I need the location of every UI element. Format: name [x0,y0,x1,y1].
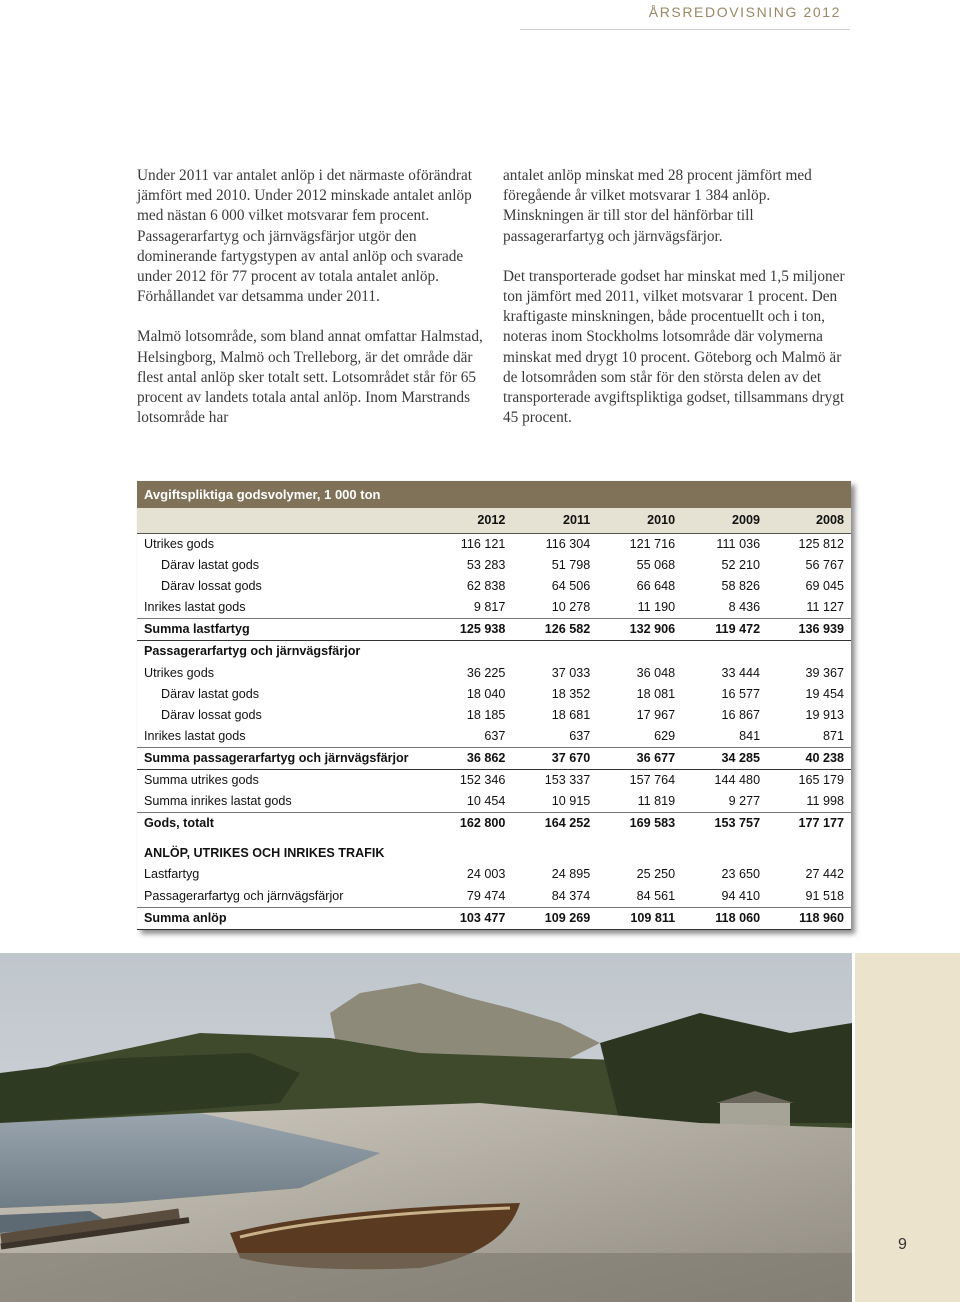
freight-volume-table [137,481,851,930]
table-cell: 118 960 [799,910,844,925]
table-cell: 19 454 [805,686,844,701]
table-cell: 11 819 [637,794,676,809]
table-cell: 118 060 [715,910,761,925]
table-cell: 36 677 [636,750,676,765]
table-cell: 51 798 [551,558,591,573]
table-row [137,576,851,597]
table-cell: 53 283 [466,558,506,573]
year-header: 2009 [732,513,761,527]
table-cell: 17 967 [636,707,676,722]
table-cell: 116 121 [460,537,506,551]
table-cell: 52 210 [721,558,761,573]
table-cell: 10 915 [551,794,591,809]
table-row [137,770,851,791]
table-cell: 79 474 [466,888,506,903]
table-cell: 37 670 [551,750,591,765]
table-cell: 18 040 [466,686,506,701]
table-cell [505,641,590,662]
row-label: Inrikes lastat gods [144,600,246,615]
table-row [137,843,851,864]
table-cell: 165 179 [798,773,844,788]
table-cell: 9 817 [473,600,506,615]
table-cell: 109 811 [630,910,676,925]
table-cell: 169 583 [629,816,676,831]
table-cell: 23 650 [721,867,761,882]
table-row [137,641,851,662]
paragraph: antalet anlöp minskat med 28 procent jämfört med föregående år vilket motsvarar 1 384 anlöp. Minskningen är till stor del hänförbar till passagerarfartyg och järnvägsfärjor. [503,167,812,245]
table-cell: 18 081 [636,686,676,701]
table-cell: 116 304 [545,537,591,551]
table-cell: 152 346 [459,773,506,788]
table-cell: 64 506 [551,579,591,594]
harbor-landscape-photo [0,953,852,1302]
table-cell [420,641,505,662]
table-cell: 164 252 [544,816,591,831]
table-cell: 84 374 [551,888,591,903]
table-cell: 119 472 [715,622,761,637]
table-row [137,597,851,619]
table-cell: 16 867 [721,707,761,722]
table-cell: 841 [739,728,761,743]
table-cell: 24 003 [466,867,506,882]
table-title: Avgiftspliktiga godsvolymer, 1 000 ton [137,481,851,508]
row-label: Passagerarfartyg och järnvägsfärjor [144,888,344,903]
table-cell: 132 906 [629,622,676,637]
table-row [137,684,851,705]
table-cell: 91 518 [805,888,844,903]
table-cell: 39 367 [805,665,844,680]
table-cell: 58 826 [721,579,761,594]
table-cell [505,843,590,864]
table-cell [590,843,675,864]
table-cell: 55 068 [636,558,676,573]
table-cell [760,843,851,864]
table-cell: 153 757 [714,816,761,831]
table-row [137,791,851,813]
row-label: Därav lossat gods [161,579,262,594]
table-cell: 25 250 [636,867,676,882]
table-cell: 62 838 [466,579,506,594]
table-cell: 56 767 [805,558,844,573]
table-cell: 629 [654,728,676,743]
table-cell: 36 862 [466,750,506,765]
table-cell: 125 938 [459,622,506,637]
table-cell: 126 582 [544,622,591,637]
table-row [137,908,851,930]
row-label: Utrikes gods [144,537,214,551]
table-cell: 19 913 [805,707,844,722]
row-label: Utrikes gods [144,665,214,680]
paragraph: Det transporterade godset har minskat med 1,5 miljoner ton jämfört med 2011, vilket motsvarar 1 procent. Den kraftigaste minskningen, både procentuellt och i ton, noteras inom Stockholms lotsområde där volymerna minskat med drygt 10 procent. Göteborg och Malmö är de lotsområden som står för den största delen av det transporterade avgiftspliktiga godset, tillsammans drygt 45 procent. [503,267,845,427]
table-row [137,619,851,641]
table-cell: 162 800 [459,816,506,831]
table-cell: 637 [569,728,591,743]
table-cell: 121 716 [629,537,676,551]
table-cell: 8 436 [728,600,761,615]
table-cell: 10 454 [466,794,506,809]
table-row [137,748,851,770]
table-cell [675,843,760,864]
row-label: Summa anlöp [144,910,227,925]
table-cell: 36 048 [636,665,676,680]
table-cell: 144 480 [714,773,761,788]
row-label: Summa inrikes lastat gods [144,794,292,809]
table-row [137,726,851,748]
table-cell: 34 285 [721,750,761,765]
table-cell: 18 681 [551,707,591,722]
text-column-left [137,166,491,448]
table-cell: 24 895 [551,867,591,882]
table-row [137,555,851,576]
row-label: Summa passagerarfartyg och järnvägsfärjor [144,750,409,765]
table-cell: 36 225 [466,665,506,680]
table-cell: 94 410 [721,888,761,903]
year-header: 2012 [477,513,506,527]
table-cell: 69 045 [805,579,844,594]
table-cell: 18 185 [466,707,506,722]
header-divider [520,29,850,30]
table-cell [760,641,851,662]
text-column-right [503,166,853,448]
table-cell: 11 127 [806,600,844,615]
table-row [137,864,851,885]
table-body [137,534,851,930]
table-cell: 18 352 [551,686,591,701]
decorative-side-strip [855,953,960,1302]
table-row [137,534,851,555]
paragraph: Malmö lotsområde, som bland annat omfattar Halmstad, Helsingborg, Malmö och Trelleborg, är det område där flest antal anlöp sker totalt sett. Lotsområdet står för 65 procent av landets totala antal anlöp. Inom Marstrands lotsområde har [137,328,483,427]
table-cell: 37 033 [551,665,591,680]
table-cell: 33 444 [721,665,761,680]
row-label: Därav lossat gods [161,707,262,722]
table-cell: 111 036 [716,537,761,551]
row-label: Inrikes lastat gods [144,728,246,743]
table-cell: 157 764 [629,773,676,788]
year-header: 2010 [647,513,676,527]
table-cell: 125 812 [798,537,844,551]
year-header: 2011 [562,513,591,527]
year-header: 2008 [815,513,844,527]
page-number: 9 [898,1236,907,1253]
table-cell: 11 190 [637,600,676,615]
header-spacer [137,508,420,533]
table-cell: 10 278 [551,600,591,615]
table-cell: 637 [484,728,506,743]
table-cell: 103 477 [459,910,506,925]
table-cell [590,641,675,662]
row-label: Summa lastfartyg [144,622,250,637]
table-header-row [137,508,851,534]
row-label: Passagerarfartyg och järnvägsfärjor [144,644,361,659]
table-cell [420,843,505,864]
table-cell: 84 561 [636,888,676,903]
row-label: Därav lastat gods [161,558,260,573]
table-cell: 27 442 [805,867,844,882]
table-cell: 9 277 [728,794,761,809]
table-cell: 16 577 [721,686,761,701]
table-row [137,886,851,908]
row-label: ANLÖP, UTRIKES OCH INRIKES TRAFIK [144,846,385,861]
page-header-title: ÅRSREDOVISNING 2012 [648,4,841,20]
table-row [137,705,851,726]
row-label: Lastfartyg [144,867,200,882]
table-cell: 40 238 [805,750,844,765]
paragraph: Under 2011 var antalet anlöp i det närmaste oförändrat jämfört med 2010. Under 2012 minskade antalet anlöp med nästan 6 000 vilket motsvarar fem procent. Passagerarfartyg och järnvägsfärjor utgör den dominerande fartygstypen av antal anlöp och svarade under 2012 för 77 procent av totala antalet anlöp. Förhållandet var detsamma under 2011. [137,167,472,306]
table-cell: 109 269 [544,910,591,925]
table-cell: 66 648 [636,579,676,594]
row-label: Summa utrikes gods [144,773,259,788]
table-cell: 177 177 [798,816,844,831]
table-cell: 153 337 [544,773,591,788]
table-cell [675,641,760,662]
table-cell: 11 998 [806,794,844,809]
table-cell: 871 [822,728,844,743]
table-cell: 136 939 [798,622,844,637]
table-row [137,663,851,684]
row-label: Därav lastat gods [161,686,260,701]
row-label: Gods, totalt [144,816,214,831]
table-row [137,813,851,834]
